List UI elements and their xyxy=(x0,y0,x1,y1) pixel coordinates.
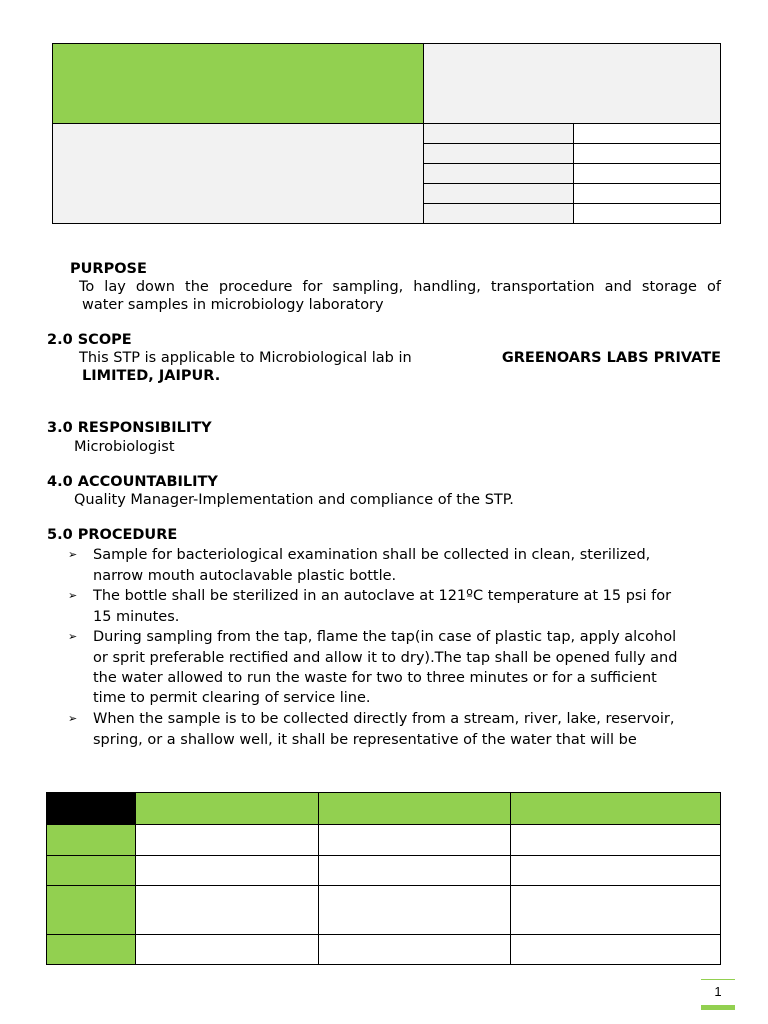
table-cell xyxy=(135,935,318,965)
table-cell xyxy=(511,856,721,886)
procedure-item-line: spring, or a shallow well, it shall be representative of the water that will be xyxy=(93,732,637,748)
table-header-cell xyxy=(318,793,511,825)
approval-table-row xyxy=(47,856,721,886)
responsibility-heading: 3.0 RESPONSIBILITY xyxy=(47,420,212,436)
table-header-cell xyxy=(511,793,721,825)
bullet-arrow-icon: ➢ xyxy=(68,589,78,602)
page-number-text: 1 xyxy=(714,984,722,999)
table-cell xyxy=(511,825,721,856)
info-row xyxy=(424,204,720,223)
approval-table-row xyxy=(47,825,721,856)
document-info-grid xyxy=(424,124,720,223)
bullet-arrow-icon: ➢ xyxy=(68,712,78,725)
procedure-item-line: time to permit clearing of service line. xyxy=(93,690,371,706)
info-key-cell xyxy=(424,164,574,183)
info-value-cell xyxy=(574,164,720,183)
document-title-cell xyxy=(424,44,720,124)
bullet-arrow-icon: ➢ xyxy=(68,630,78,643)
info-row xyxy=(424,144,720,164)
info-row xyxy=(424,164,720,184)
info-value-cell xyxy=(574,124,720,143)
approval-table-row xyxy=(47,886,721,935)
table-cell xyxy=(318,825,511,856)
table-header-cell xyxy=(135,793,318,825)
info-row xyxy=(424,184,720,204)
table-cell xyxy=(318,856,511,886)
table-cell xyxy=(511,886,721,935)
table-cell xyxy=(135,886,318,935)
info-key-cell xyxy=(424,144,574,163)
table-cell xyxy=(135,856,318,886)
procedure-name-cell xyxy=(53,124,424,223)
info-row xyxy=(424,124,720,144)
table-cell xyxy=(318,886,511,935)
row-label-cell xyxy=(47,935,136,965)
approval-table xyxy=(46,792,721,965)
info-value-cell xyxy=(574,184,720,203)
accountability-heading: 4.0 ACCOUNTABILITY xyxy=(47,474,218,490)
accountability-text: Quality Manager-Implementation and compliance of the STP. xyxy=(74,492,514,508)
row-label-cell xyxy=(47,886,136,935)
company-name-part1: GREENOARS LABS PRIVATE xyxy=(501,350,721,366)
responsibility-text: Microbiologist xyxy=(74,439,175,455)
bullet-arrow-icon: ➢ xyxy=(68,548,78,561)
table-cell xyxy=(135,825,318,856)
company-logo-cell xyxy=(53,44,424,124)
info-key-cell xyxy=(424,184,574,203)
procedure-item-line: The bottle shall be sterilized in an autoclave at 121ºC temperature at 15 psi for xyxy=(93,588,672,604)
approval-table-header-row xyxy=(47,793,721,825)
purpose-heading: PURPOSE xyxy=(70,261,147,277)
table-corner-cell xyxy=(47,793,136,825)
row-label-cell xyxy=(47,825,136,856)
purpose-text-line1: To lay down the procedure for sampling, handling, transportation and storage of xyxy=(79,279,721,295)
company-name-part2: LIMITED, JAIPUR. xyxy=(82,368,221,384)
table-cell xyxy=(318,935,511,965)
info-value-cell xyxy=(574,204,720,223)
page-number xyxy=(701,979,735,1010)
purpose-text-line2: water samples in microbiology laboratory xyxy=(82,297,384,313)
info-key-cell xyxy=(424,204,574,223)
procedure-item-line: When the sample is to be collected directly from a stream, river, lake, reservoir, xyxy=(93,711,675,727)
document-header-table xyxy=(52,43,721,224)
procedure-item-line: Sample for bacteriological examination shall be collected in clean, sterilized, xyxy=(93,547,651,563)
procedure-item-line: the water allowed to run the waste for two to three minutes or for a sufficient xyxy=(93,670,657,686)
approval-table-row xyxy=(47,935,721,965)
info-key-cell xyxy=(424,124,574,143)
procedure-item-line: narrow mouth autoclavable plastic bottle. xyxy=(93,568,397,584)
page-number-accent-bar xyxy=(701,1005,735,1010)
procedure-heading: 5.0 PROCEDURE xyxy=(47,527,178,543)
table-cell xyxy=(511,935,721,965)
row-label-cell xyxy=(47,856,136,886)
scope-text-line1 xyxy=(79,348,721,368)
procedure-item-line: or sprit preferable rectified and allow it to dry).The tap shall be opened fully and xyxy=(93,650,678,666)
procedure-item-line: During sampling from the tap, flame the tap(in case of plastic tap, apply alcohol xyxy=(93,629,677,645)
info-value-cell xyxy=(574,144,720,163)
procedure-item-line: 15 minutes. xyxy=(93,609,180,625)
scope-text-prefix: This STP is applicable to Microbiological lab in xyxy=(79,350,412,366)
scope-heading: 2.0 SCOPE xyxy=(47,332,132,348)
